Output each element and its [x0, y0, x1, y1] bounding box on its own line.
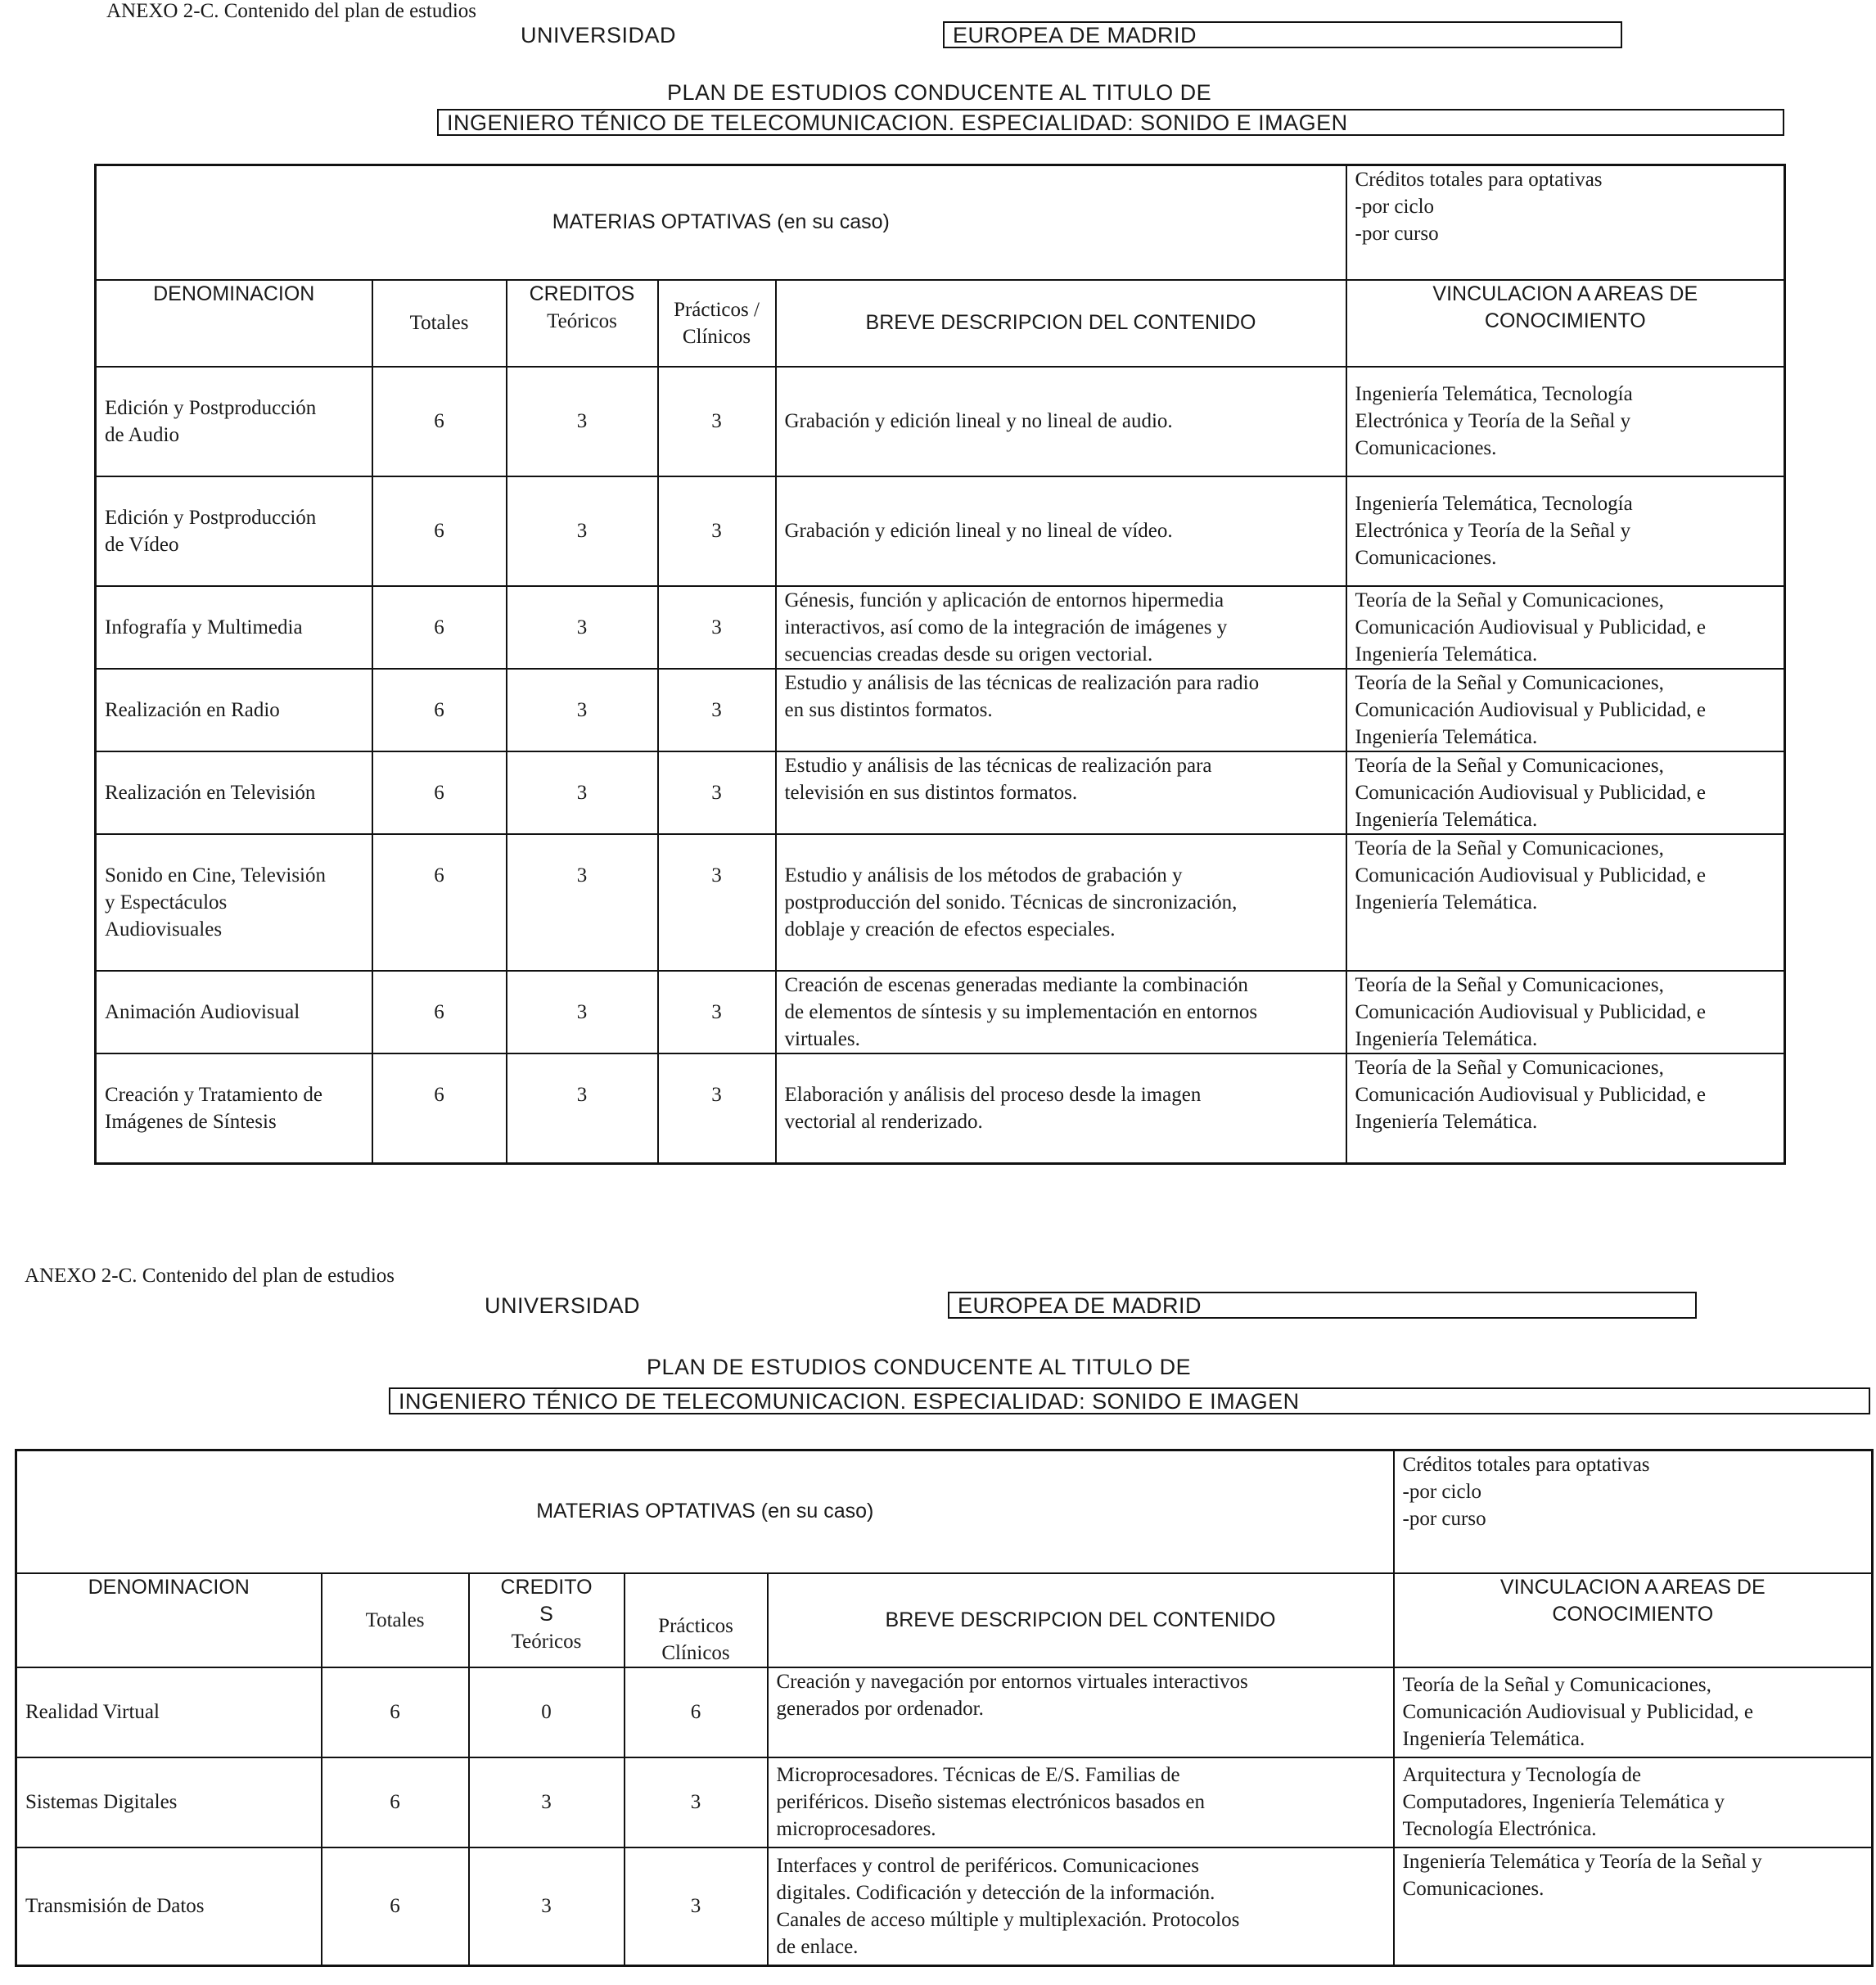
row-desc-line: doblaje y creación de efectos especiales. — [784, 918, 1116, 941]
row-name-line: Edición y Postproducción — [105, 506, 317, 529]
row-areas-line: Comunicación Audiovisual y Publicidad, e — [1355, 1000, 1706, 1023]
header-vinculacion-line: VINCULACION A AREAS DE — [1499, 1575, 1766, 1599]
annex-title: ANEXO 2-C. Contenido del plan de estudios — [25, 1265, 395, 1287]
header-denominacion: DENOMINACION — [96, 280, 372, 367]
row-name-line: Realización en Radio — [105, 698, 280, 721]
row-desc — [768, 1757, 1394, 1847]
row-areas-line: Teoría de la Señal y Comunicaciones, — [1355, 973, 1664, 996]
row-teoricos: 3 — [507, 834, 658, 971]
credits-box-line: -por curso — [1355, 223, 1439, 245]
table-row — [96, 476, 1785, 586]
row-areas-line: Teoría de la Señal y Comunicaciones, — [1355, 589, 1664, 611]
row-areas — [1346, 669, 1785, 751]
credits-box-line: -por ciclo — [1355, 196, 1435, 218]
degree-title-box: INGENIERO TÉNICO DE TELECOMUNICACION. ESPECIALIDAD: SONIDO E IMAGEN — [389, 1387, 1870, 1414]
row-teoricos: 3 — [469, 1847, 625, 1966]
row-areas-line: Ingeniería Telemática, Tecnología — [1355, 493, 1633, 515]
row-desc-line: de enlace. — [776, 1935, 859, 1958]
table-row — [96, 971, 1785, 1053]
row-areas-line: Electrónica y Teoría de la Señal y — [1355, 410, 1631, 432]
university-name-box: EUROPEA DE MADRID — [948, 1292, 1697, 1319]
row-areas-line: Ingeniería Telemática, Tecnología — [1355, 383, 1633, 405]
row-areas-line: Ingeniería Telemática. — [1355, 891, 1538, 914]
row-areas — [1346, 751, 1785, 834]
row-practicos: 3 — [658, 751, 776, 834]
row-desc — [776, 751, 1346, 834]
credits-box-line: Créditos totales para optativas — [1355, 169, 1603, 191]
row-practicos: 6 — [625, 1667, 768, 1757]
university-label: UNIVERSIDAD — [485, 1293, 641, 1318]
row-desc-line: Estudio y análisis de los métodos de grabación y — [784, 864, 1183, 886]
header-creditos-label: CREDITO — [500, 1575, 593, 1599]
row-areas-line: Ingeniería Telemática y Teoría de la Señal y — [1402, 1850, 1762, 1873]
row-areas-line: Ingeniería Telemática. — [1402, 1728, 1585, 1750]
table-row — [96, 1053, 1785, 1164]
row-name-line: Realidad Virtual — [25, 1701, 160, 1723]
row-teoricos: 3 — [469, 1757, 625, 1847]
row-practicos: 3 — [658, 971, 776, 1053]
header-teoricos: Teóricos — [511, 1630, 582, 1653]
header-vinculacion — [1346, 280, 1785, 367]
row-areas-line: Computadores, Ingeniería Telemática y — [1402, 1791, 1725, 1813]
row-desc-line: de elementos de síntesis y su implementación en entornos — [784, 1000, 1258, 1023]
row-totales: 6 — [372, 971, 507, 1053]
header-practicos-line: Prácticos — [658, 1614, 733, 1637]
row-desc-line: postproducción del sonido. Técnicas de sincronización, — [784, 891, 1238, 914]
row-practicos: 3 — [658, 669, 776, 751]
row-areas-line: Teoría de la Señal y Comunicaciones, — [1355, 1056, 1664, 1079]
header-denominacion: DENOMINACION — [16, 1573, 322, 1667]
row-practicos: 3 — [658, 586, 776, 669]
row-desc-line: Creación de escenas generadas mediante la combinación — [784, 973, 1248, 996]
row-name-line: Infografía y Multimedia — [105, 616, 303, 638]
row-areas-line: Comunicación Audiovisual y Publicidad, e — [1355, 698, 1706, 721]
credits-box — [1394, 1450, 1873, 1573]
row-areas-line: Teoría de la Señal y Comunicaciones, — [1355, 671, 1664, 694]
row-totales: 6 — [322, 1847, 469, 1966]
row-practicos: 3 — [658, 367, 776, 476]
row-teoricos: 3 — [507, 1053, 658, 1164]
row-desc-line: Elaboración y análisis del proceso desde la imagen — [784, 1083, 1202, 1106]
row-areas — [1346, 834, 1785, 971]
header-creditos-label: S — [539, 1602, 553, 1626]
row-areas-line: Comunicación Audiovisual y Publicidad, e — [1355, 864, 1706, 886]
materias-title: MATERIAS OPTATIVAS (en su caso) — [96, 165, 1346, 280]
row-totales: 6 — [372, 586, 507, 669]
row-name-line: Edición y Postproducción — [105, 396, 317, 419]
row-desc-line: Grabación y edición lineal y no lineal de audio. — [784, 410, 1173, 432]
row-desc — [776, 669, 1346, 751]
header-vinculacion-line: VINCULACION A AREAS DE — [1432, 282, 1698, 305]
row-areas-line: Arquitectura y Tecnología de — [1402, 1764, 1641, 1786]
header-teoricos: Teóricos — [547, 309, 617, 332]
plan-heading: PLAN DE ESTUDIOS CONDUCENTE AL TITULO DE — [647, 1355, 1192, 1379]
credits-box-line: -por curso — [1402, 1508, 1486, 1530]
row-areas — [1394, 1667, 1873, 1757]
plan-heading: PLAN DE ESTUDIOS CONDUCENTE AL TITULO DE — [667, 80, 1212, 105]
row-teoricos: 3 — [507, 971, 658, 1053]
row-areas-line: Teoría de la Señal y Comunicaciones, — [1402, 1674, 1711, 1696]
row-name — [96, 834, 372, 971]
row-name — [96, 586, 372, 669]
header-practicos-line: Clínicos — [661, 1641, 730, 1664]
header-practicos — [625, 1573, 768, 1667]
row-name — [16, 1667, 322, 1757]
row-name — [16, 1757, 322, 1847]
row-desc-line: Génesis, función y aplicación de entornos hipermedia — [784, 589, 1224, 611]
optativas-table-2 — [15, 1449, 1874, 1967]
row-teoricos: 3 — [507, 669, 658, 751]
table-row — [16, 1757, 1873, 1847]
row-desc-line: televisión en sus distintos formatos. — [784, 781, 1078, 804]
row-areas — [1394, 1847, 1873, 1966]
header-practicos-line: Clínicos — [682, 325, 751, 348]
header-descripcion: BREVE DESCRIPCION DEL CONTENIDO — [768, 1573, 1394, 1667]
row-desc-line: digitales. Codificación y detección de la información. — [776, 1881, 1215, 1904]
row-desc-line: interactivos, así como de la integración de imágenes y — [784, 616, 1228, 638]
annex-title: ANEXO 2-C. Contenido del plan de estudios — [106, 0, 477, 22]
row-name-line: Sistemas Digitales — [25, 1791, 178, 1813]
row-areas-line: Teoría de la Señal y Comunicaciones, — [1355, 754, 1664, 777]
row-areas-line: Comunicaciones. — [1355, 437, 1497, 459]
credits-box-line: Créditos totales para optativas — [1402, 1454, 1650, 1476]
row-name — [16, 1847, 322, 1966]
row-teoricos: 3 — [507, 751, 658, 834]
row-practicos: 3 — [625, 1847, 768, 1966]
row-areas-line: Comunicación Audiovisual y Publicidad, e — [1355, 1083, 1706, 1106]
row-desc — [776, 586, 1346, 669]
optativas-table-1 — [94, 164, 1786, 1165]
row-desc — [776, 1053, 1346, 1164]
row-totales: 6 — [372, 834, 507, 971]
row-desc-line: Creación y navegación por entornos virtuales interactivos — [776, 1670, 1248, 1693]
header-creditos — [469, 1573, 625, 1667]
row-desc-line: Grabación y edición lineal y no lineal de vídeo. — [784, 520, 1173, 542]
table-row — [96, 669, 1785, 751]
row-name-line: Animación Audiovisual — [105, 1000, 300, 1023]
row-totales: 6 — [322, 1667, 469, 1757]
row-name-line: y Espectáculos — [105, 891, 228, 914]
row-areas-line: Ingeniería Telemática. — [1355, 643, 1538, 665]
table-row — [16, 1847, 1873, 1966]
table-row — [96, 367, 1785, 476]
row-totales: 6 — [372, 751, 507, 834]
row-desc — [776, 476, 1346, 586]
row-name-line: de Audio — [105, 423, 179, 446]
row-name-line: Imágenes de Síntesis — [105, 1110, 277, 1133]
row-desc — [768, 1847, 1394, 1966]
credits-box — [1346, 165, 1785, 280]
header-totales: Totales — [322, 1573, 469, 1667]
row-name — [96, 367, 372, 476]
university-label: UNIVERSIDAD — [521, 23, 677, 47]
row-areas-line: Comunicación Audiovisual y Publicidad, e — [1355, 616, 1706, 638]
row-desc-line: generados por ordenador. — [776, 1697, 984, 1720]
row-desc-line: Estudio y análisis de las técnicas de realización para — [784, 754, 1212, 777]
degree-title-box: INGENIERO TÉNICO DE TELECOMUNICACION. ESPECIALIDAD: SONIDO E IMAGEN — [437, 109, 1784, 136]
header-vinculacion-line: CONOCIMIENTO — [1552, 1602, 1714, 1626]
row-totales: 6 — [372, 669, 507, 751]
row-areas-line: Ingeniería Telemática. — [1355, 808, 1538, 831]
header-totales: Totales — [372, 280, 507, 367]
row-desc-line: microprocesadores. — [776, 1818, 936, 1840]
header-vinculacion — [1394, 1573, 1873, 1667]
row-areas-line: Electrónica y Teoría de la Señal y — [1355, 520, 1631, 542]
row-areas — [1394, 1757, 1873, 1847]
table-row — [16, 1667, 1873, 1757]
row-name — [96, 476, 372, 586]
row-teoricos: 3 — [507, 586, 658, 669]
row-areas-line: Comunicación Audiovisual y Publicidad, e — [1355, 781, 1706, 804]
table-row — [96, 834, 1785, 971]
row-teoricos: 3 — [507, 367, 658, 476]
row-desc-line: virtuales. — [784, 1027, 860, 1050]
row-areas — [1346, 367, 1785, 476]
row-desc-line: Canales de acceso múltiple y multiplexación. Protocolos — [776, 1908, 1240, 1931]
row-desc — [776, 834, 1346, 971]
row-areas-line: Comunicación Audiovisual y Publicidad, e — [1402, 1701, 1753, 1723]
header-creditos — [507, 280, 658, 367]
row-desc-line: periféricos. Diseño sistemas electrónicos basados en — [776, 1791, 1205, 1813]
row-desc — [776, 971, 1346, 1053]
row-desc-line: Interfaces y control de periféricos. Comunicaciones — [776, 1854, 1199, 1877]
row-areas — [1346, 476, 1785, 586]
table-row — [96, 586, 1785, 669]
row-name-line: Sonido en Cine, Televisión — [105, 864, 326, 886]
row-totales: 6 — [372, 1053, 507, 1164]
row-practicos: 3 — [658, 834, 776, 971]
credits-box-line: -por ciclo — [1402, 1481, 1482, 1503]
header-creditos-label: CREDITOS — [529, 282, 635, 305]
row-name — [96, 751, 372, 834]
row-name-line: de Vídeo — [105, 533, 179, 556]
header-practicos-line: Prácticos / — [674, 298, 760, 321]
materias-title: MATERIAS OPTATIVAS (en su caso) — [16, 1450, 1394, 1573]
row-name — [96, 669, 372, 751]
header-practicos — [658, 280, 776, 367]
row-desc-line: secuencias creadas desde su origen vectorial. — [784, 643, 1153, 665]
header-vinculacion-line: CONOCIMIENTO — [1484, 309, 1646, 332]
row-practicos: 3 — [658, 1053, 776, 1164]
row-name-line: Creación y Tratamiento de — [105, 1083, 322, 1106]
row-name-line: Transmisión de Datos — [25, 1895, 205, 1918]
row-practicos: 3 — [658, 476, 776, 586]
header-descripcion: BREVE DESCRIPCION DEL CONTENIDO — [776, 280, 1346, 367]
row-areas-line: Comunicaciones. — [1355, 547, 1497, 569]
row-totales: 6 — [372, 476, 507, 586]
row-desc-line: en sus distintos formatos. — [784, 698, 993, 721]
row-areas — [1346, 971, 1785, 1053]
row-teoricos: 3 — [507, 476, 658, 586]
row-desc-line: Estudio y análisis de las técnicas de realización para radio — [784, 671, 1260, 694]
row-totales: 6 — [322, 1757, 469, 1847]
row-areas-line: Comunicaciones. — [1402, 1877, 1545, 1900]
row-desc — [776, 367, 1346, 476]
row-practicos: 3 — [625, 1757, 768, 1847]
table-row — [96, 751, 1785, 834]
row-desc — [768, 1667, 1394, 1757]
row-name-line: Realización en Televisión — [105, 781, 316, 804]
row-areas-line: Teoría de la Señal y Comunicaciones, — [1355, 837, 1664, 859]
row-teoricos: 0 — [469, 1667, 625, 1757]
row-name-line: Audiovisuales — [105, 918, 223, 941]
row-desc-line: vectorial al renderizado. — [784, 1110, 983, 1133]
row-areas — [1346, 586, 1785, 669]
row-desc-line: Microprocesadores. Técnicas de E/S. Familias de — [776, 1764, 1180, 1786]
university-name-box: EUROPEA DE MADRID — [943, 21, 1622, 48]
row-areas — [1346, 1053, 1785, 1164]
row-areas-line: Ingeniería Telemática. — [1355, 725, 1538, 748]
row-areas-line: Tecnología Electrónica. — [1402, 1818, 1597, 1840]
row-totales: 6 — [372, 367, 507, 476]
row-areas-line: Ingeniería Telemática. — [1355, 1110, 1538, 1133]
row-name — [96, 971, 372, 1053]
row-areas-line: Ingeniería Telemática. — [1355, 1027, 1538, 1050]
row-name — [96, 1053, 372, 1164]
